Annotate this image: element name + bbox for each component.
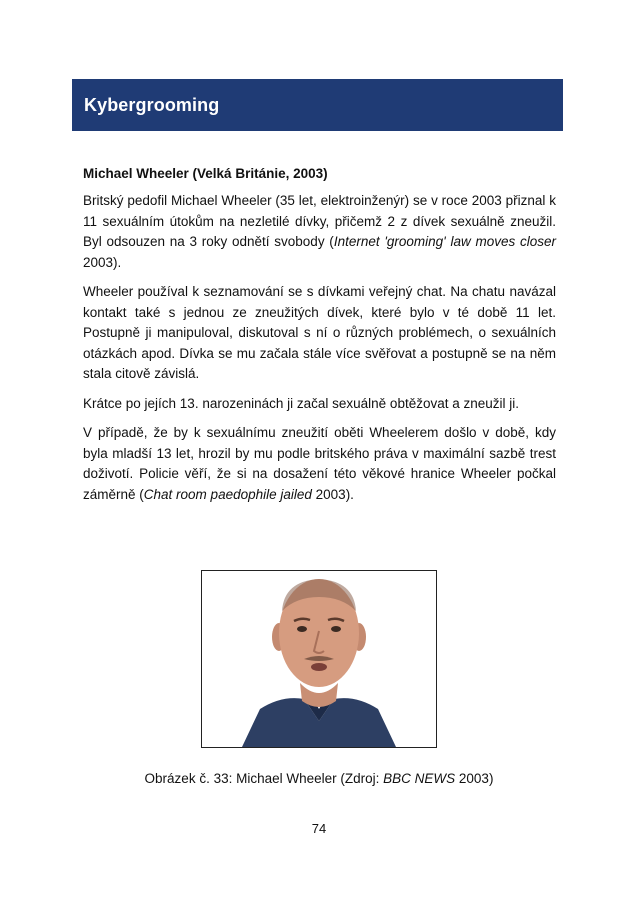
figure-caption-source: BBC NEWS xyxy=(383,771,456,786)
paragraph-law-citation: Chat room paedophile jailed xyxy=(143,486,312,502)
portrait-photo xyxy=(201,570,437,748)
paragraph-law xyxy=(83,423,556,505)
paragraph-intro-citation: Internet 'grooming' law moves closer xyxy=(333,234,557,249)
paragraph-law-text: V případě, že by k sexuálnímu zneužití oběti Wheelerem došlo v době, kdy byla mladší 13 let, hrozil by mu podle britského práva v maximální sazbě trest doživotí. Policie věří, že si na dosažení této věkové hranice Wheeler počkal záměrně ( xyxy=(83,425,556,502)
paragraph-chat: Wheeler používal k seznamování se s dívkami veřejný chat. Na chatu navázal kontakt také s jednou ze zneužitých dívek, které bylo v té době 11 let. Postupně ji manipuloval, diskutoval s ní o různých problémech, o sexuálních otázkách apod. Dívka se mu začala stále více svěřovat a postupně se na něm stala citově závislá. xyxy=(83,284,556,381)
page-number: 74 xyxy=(311,821,327,836)
article-body xyxy=(83,164,556,514)
paragraph-abuse: Krátce po jejích 13. narozeninách ji začal sexuálně obtěžovat a zneužil ji. xyxy=(83,395,520,411)
paragraph-intro-text: Britský pedofil Michael Wheeler (35 let, elektroinženýr) se v roce 2003 přiznal k 11 sexuálním útokům na nezletilé dívky, přičemž 2 z dívek sexuálně zneužil. Byl odsouzen na 3 roky odnětí svobody ( xyxy=(83,193,556,249)
paragraph-intro xyxy=(83,191,556,273)
chapter-title: Kybergrooming xyxy=(84,94,220,115)
figure-caption-prefix: Obrázek č. 33: Michael Wheeler (Zdroj: xyxy=(144,771,384,786)
paragraph-law-suffix: 2003). xyxy=(311,486,354,502)
figure-caption xyxy=(0,770,638,788)
case-heading: Michael Wheeler (Velká Británie, 2003) xyxy=(83,166,328,181)
chapter-header-bar xyxy=(72,79,563,131)
portrait-photo-icon xyxy=(202,571,436,747)
figure-caption-suffix: 2003) xyxy=(455,771,494,786)
paragraph-intro-suffix: 2003). xyxy=(83,254,122,270)
